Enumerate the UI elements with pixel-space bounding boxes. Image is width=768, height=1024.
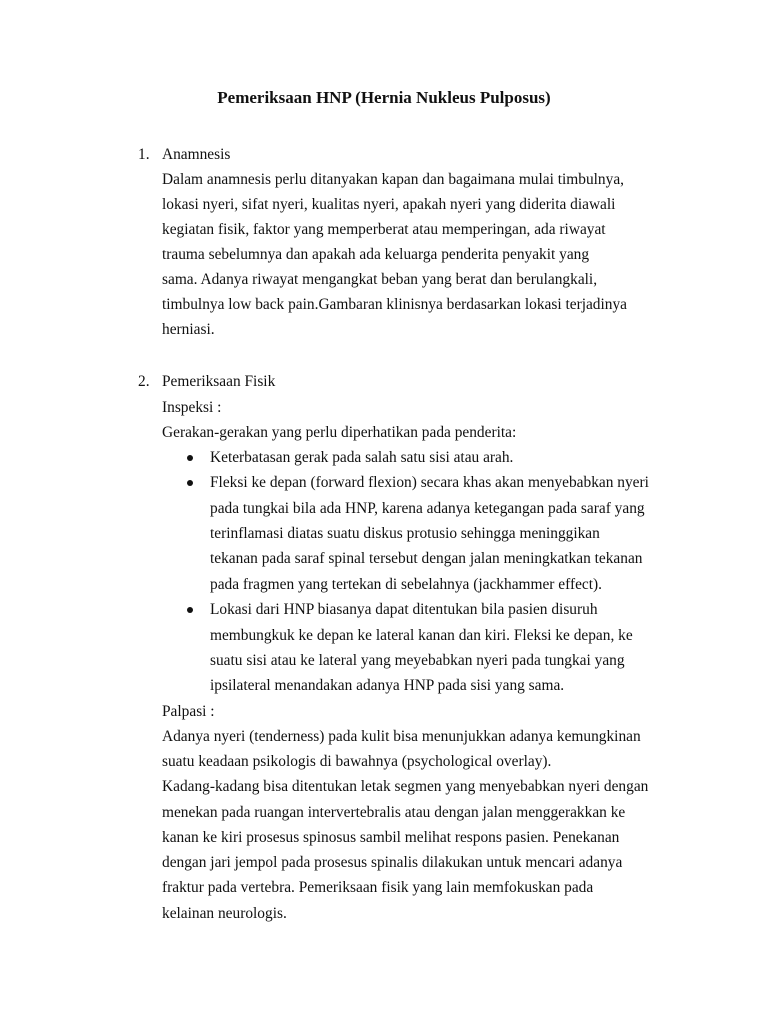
palpasi-line: kelainan neurologis. [162, 905, 287, 922]
bullet-line: Fleksi ke depan (forward flexion) secara khas akan menyebabkan nyeri [210, 474, 649, 491]
bullet-icon [187, 480, 193, 486]
bullet-line: membungkuk ke depan ke lateral kanan dan kiri. Fleksi ke depan, ke [210, 627, 633, 644]
section-1-line: sama. Adanya riwayat mengangkat beban yang berat dan berulangkali, [162, 271, 598, 288]
section-1-line: timbulnya low back pain.Gambaran klinisnya berdasarkan lokasi terjadinya [162, 296, 627, 313]
section-1-line: trauma sebelumnya dan apakah ada keluarga penderita penyakit yang [162, 246, 590, 263]
section-1-heading: Anamnesis [162, 146, 231, 163]
document-title: Pemeriksaan HNP (Hernia Nukleus Pulposus) [217, 88, 551, 107]
bullet-line: suatu sisi atau ke lateral yang meyebabkan nyeri pada tungkai yang [210, 652, 625, 669]
palpasi-line: kanan ke kiri prosesus spinosus sambil melihat respons pasien. Penekanan [162, 829, 620, 846]
palpasi-line: menekan pada ruangan intervertebralis atau dengan jalan menggerakkan ke [162, 804, 626, 821]
section-1-line: Dalam anamnesis perlu ditanyakan kapan dan bagaimana mulai timbulnya, [162, 171, 624, 188]
bullet-icon [187, 455, 193, 461]
section-1-line: kegiatan fisik, faktor yang memperberat atau memperingan, ada riwayat [162, 221, 606, 238]
inspeksi-intro: Gerakan-gerakan yang perlu diperhatikan pada penderita: [162, 424, 517, 441]
palpasi-line: suatu keadaan psikologis di bawahnya (psychological overlay). [162, 753, 552, 770]
palpasi-line: fraktur pada vertebra. Pemeriksaan fisik yang lain memfokuskan pada [162, 879, 594, 896]
bullet-line: pada fragmen yang tertekan di sebelahnya (jackhammer effect). [210, 576, 602, 593]
palpasi-label: Palpasi : [162, 703, 215, 720]
inspeksi-label: Inspeksi : [162, 399, 222, 416]
section-2-number: 2. [138, 373, 150, 390]
section-2-heading: Pemeriksaan Fisik [162, 373, 276, 390]
section-1-number: 1. [138, 146, 150, 163]
bullet-line: tekanan pada saraf spinal tersebut dengan jalan meningkatkan tekanan [210, 550, 643, 567]
bullet-icon [187, 607, 193, 613]
section-1-line: lokasi nyeri, sifat nyeri, kualitas nyeri, apakah nyeri yang diderita diawali [162, 196, 616, 213]
bullet-line: Keterbatasan gerak pada salah satu sisi atau arah. [210, 449, 514, 466]
bullet-line: pada tungkai bila ada HNP, karena adanya ketegangan pada saraf yang [210, 500, 645, 517]
bullet-line: terinflamasi diatas suatu diskus protusio sehingga meninggikan [210, 525, 600, 542]
palpasi-line: Adanya nyeri (tenderness) pada kulit bisa menunjukkan adanya kemungkinan [162, 728, 641, 745]
bullet-line: ipsilateral menandakan adanya HNP pada sisi yang sama. [210, 677, 565, 694]
palpasi-line: dengan jari jempol pada prosesus spinalis dilakukan untuk mencari adanya [162, 854, 623, 871]
section-1-line: herniasi. [162, 321, 215, 338]
bullet-line: Lokasi dari HNP biasanya dapat ditentukan bila pasien disuruh [210, 601, 598, 618]
palpasi-line: Kadang-kadang bisa ditentukan letak segmen yang menyebabkan nyeri dengan [162, 778, 649, 795]
